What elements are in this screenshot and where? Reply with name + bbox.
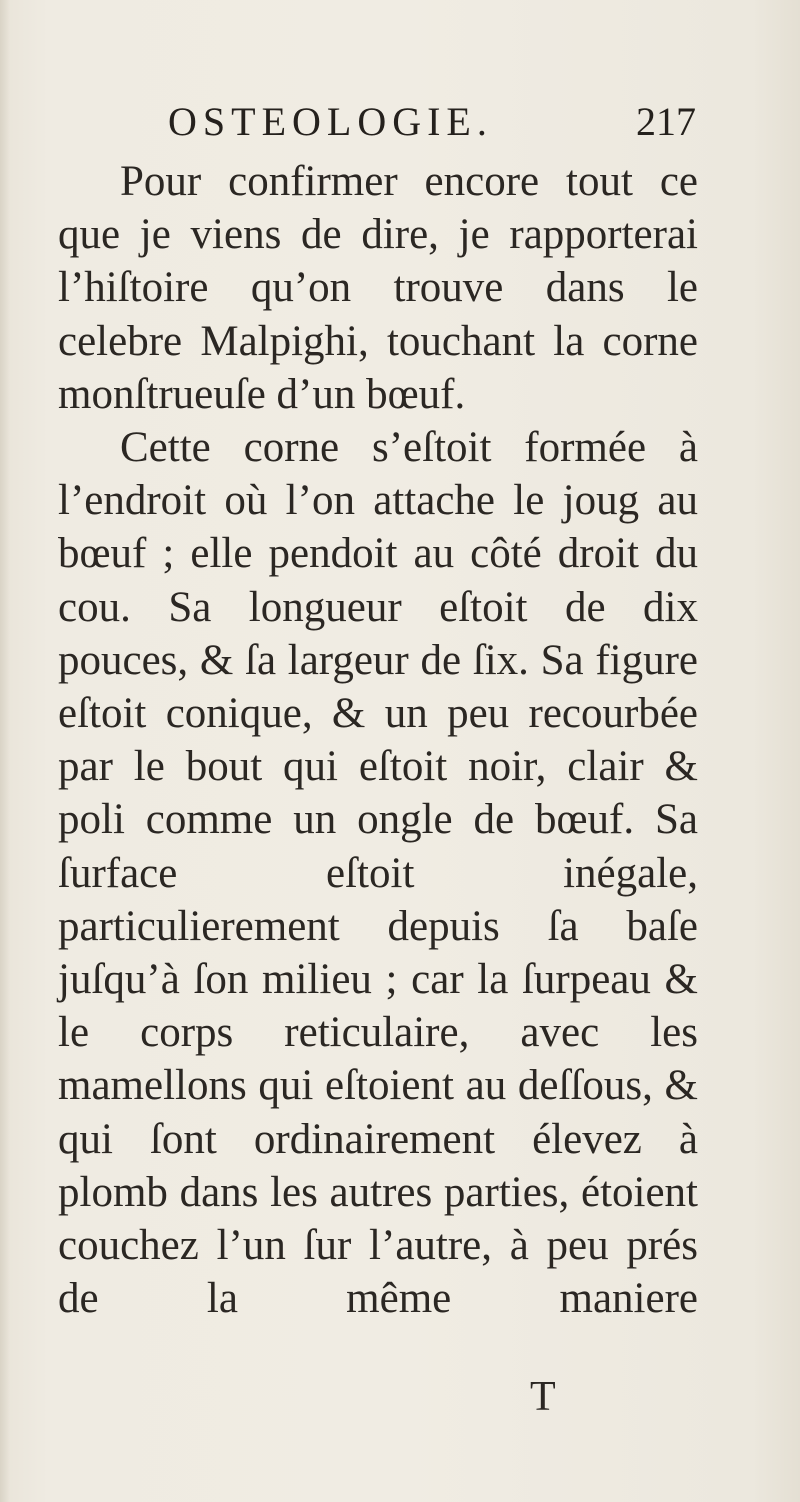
paragraph-2: Cette corne s’eſtoit formée à l’endroit où l’on attache le joug au bœuf ; elle pendoit au côté droit du cou. Sa longueur eſtoit de dix pouces, & ſa largeur de ſix. Sa figure eſtoit conique, & un peu recourbée par le bout qui eſtoit noir, clair & poli comme un ongle de bœuf. Sa ſurface eſtoit inégale, particulierement depuis ſa baſe juſqu’à ſon milieu ; car la ſurpeau & le corps reticulaire, avec les mamellons qui eſtoient au deſſous, & qui ſont ordinairement élevez à plomb dans les autres parties, étoient couchez l’un ſur l’autre, à peu prés de la même maniere (58, 424, 698, 1323)
running-title: OSTEOLOGIE. (168, 99, 493, 144)
page-number: 217 (636, 99, 696, 144)
catchword: T (530, 1374, 556, 1420)
body-text (58, 155, 698, 1325)
page-header (168, 92, 708, 152)
paragraph-1: Pour confirmer encore tout ce que je viens de dire, je rapporterai l’hiſtoire qu’on trouve dans le celebre Malpighi, touchant la corne monſtrueuſe d’un bœuf. (58, 158, 698, 418)
